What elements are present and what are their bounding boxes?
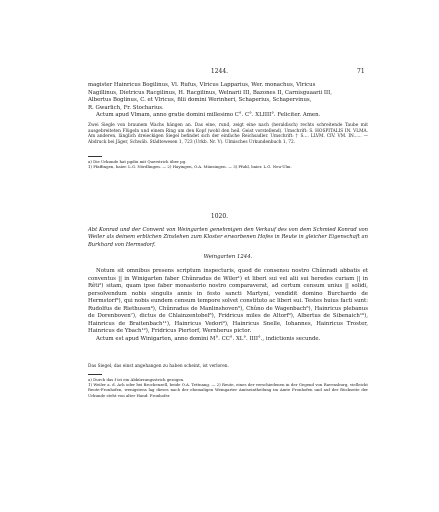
page-number: 71 (357, 68, 365, 75)
top-footnotes (88, 159, 368, 169)
document-closing-para (88, 336, 368, 344)
place-date: Weingarten 1244. (203, 254, 253, 260)
charter-line: Nagillinus, Dietricus Racgilinus, H. Racgilinus, Welnarii III, Bazones II, Carnisguaarii III, (88, 89, 332, 96)
charter-witness-list (88, 82, 368, 120)
document-seal-note: Das Siegel, das einst angehangen zu haben scheint, ist verloren. (88, 364, 229, 369)
document-footnotes (88, 377, 368, 398)
charter-line: Albertus Boglinus, C. et Vlricus, filii domini Werinheri, Schaperius, Schapervinus, (88, 97, 312, 104)
document-body: Notum sit omnibus presens scriptum inspecturis, quod de consensu nostro Chûnradi abbatis et conventus || in Winigarten faber Chûnradus de Wiler¹) et liberi sui vel alii sui heredes curiam || in Rêti²) sitam, quam ipse faber monasterio nostro comparaverat, ad certum censum unius || solidi, persolvendum nobis singulis annis in festo sancti Martyni, vendidit domino Burchardo de Hermstorf³), qui nobis eundem censum tempore solvet constituto ac liberi sui. Testes huius facti sunt: Rudolfus de Riethusen⁴), Chûnradus de Manlinshoven⁵), Chûno de Wagenbach⁶), Hainricus plebanus de Dorenboven⁷), dictus de Chlainzentobel⁸), Fridricus miles de Altorf⁹), Albertus de Sibenaich¹⁰), Hainricus de Braitenbach¹¹), Hainricus Vedori⁹), Hainricus Snelle, Iohannes, Hainricus Troster, Hainricus de Ybach¹²), Fridricus Piertorf, Wernherus pictor. (88, 268, 368, 335)
document-body-para (88, 268, 368, 336)
document-seal-block (88, 364, 368, 370)
document-closing: Actum est apud Winigarten, anno domini M°. CC°. XL°. IIII°., indictionis secunde. (96, 335, 321, 342)
footnote: 1) Pfaffingen, baier. L.G. Nördlingen. — 2) Hayingen, O.A. Münsingen. — 3) Pfuhl, baier. L.G. Neu-Ulm. (88, 164, 292, 170)
charter-closing-line (88, 112, 368, 120)
charter-line: R. Gwarlich, Fr. Stocharius. (88, 104, 164, 111)
seal-description (88, 123, 368, 145)
running-head-year: 1244. (210, 68, 229, 75)
footnote-marker: a) Durch das f ist ein Abkürzungsstrich gezogen. (88, 377, 185, 382)
document-body-block (88, 268, 368, 343)
document-regest-block (88, 227, 368, 249)
document-regest: Abt Konrad und der Convent von Weingarten genehmigen den Verkauf des von dem Schmied Konrad von Weiler als deinem erblichen Zinslehen zum Kloster erworbenen Hofes in Reute in gleicher Eigenschaft an Burkhard von Hermsdorf. (88, 227, 368, 248)
footnote-text: 1) Weiler a. d. Ach oder bei Brochenzell, beide O.A. Tettnang. — 2) Reute, eines der verschiedenen in der Gegend von Ravensburg, vielleicht Reute-Fronhofen, wenigstens lag dieses nach der ehemaligen Weingarter Amtseintheilung im Amte Fronhofen und auf der Rückseite der Urkunde steht von alter Hand: Fronhofer (88, 382, 368, 398)
charter-closing: Actum apud Vlmam, anno gratie domini millesimo C°. C°. XLIIII°. Feliciter. Amen. (96, 112, 321, 119)
document-number: 1020. (210, 213, 229, 220)
footnote-rule (88, 156, 102, 157)
footnote-rule (88, 374, 102, 375)
place-date-block (88, 254, 368, 260)
charter-line: magister Hainricus Bogilinus, Vl. Rufus, Vlricus Lapparius, Wer. monachus, Vlricus (88, 82, 316, 88)
seal-note: Zwei Siegle von braunem Wachs hängen an. Das eine, rund, zeigt eine nach (heraldisch) rechts schreitende Taube mit ausgebreiteten Flügeln und einem Ring um den Kopf (wohl den heil. Geist vorstellend). Umschrift: S. HOSPITALIS IN. VLMA. Am anderen, länglich dreieckigen Siegel befindet sich der einfache Reichsadler. Umschrift: † S.... LLVM. CIV. VM. IN...... — Abdruck bei Jäger, Schwäb. Städtewesen 1, 723 (Urkb. Nr. V). Ulmisches Urkundenbuch 1, 72. (88, 123, 368, 145)
footnote: a) Die Urkunde hat pgdiu mit Querstrich über pg. (88, 159, 187, 164)
